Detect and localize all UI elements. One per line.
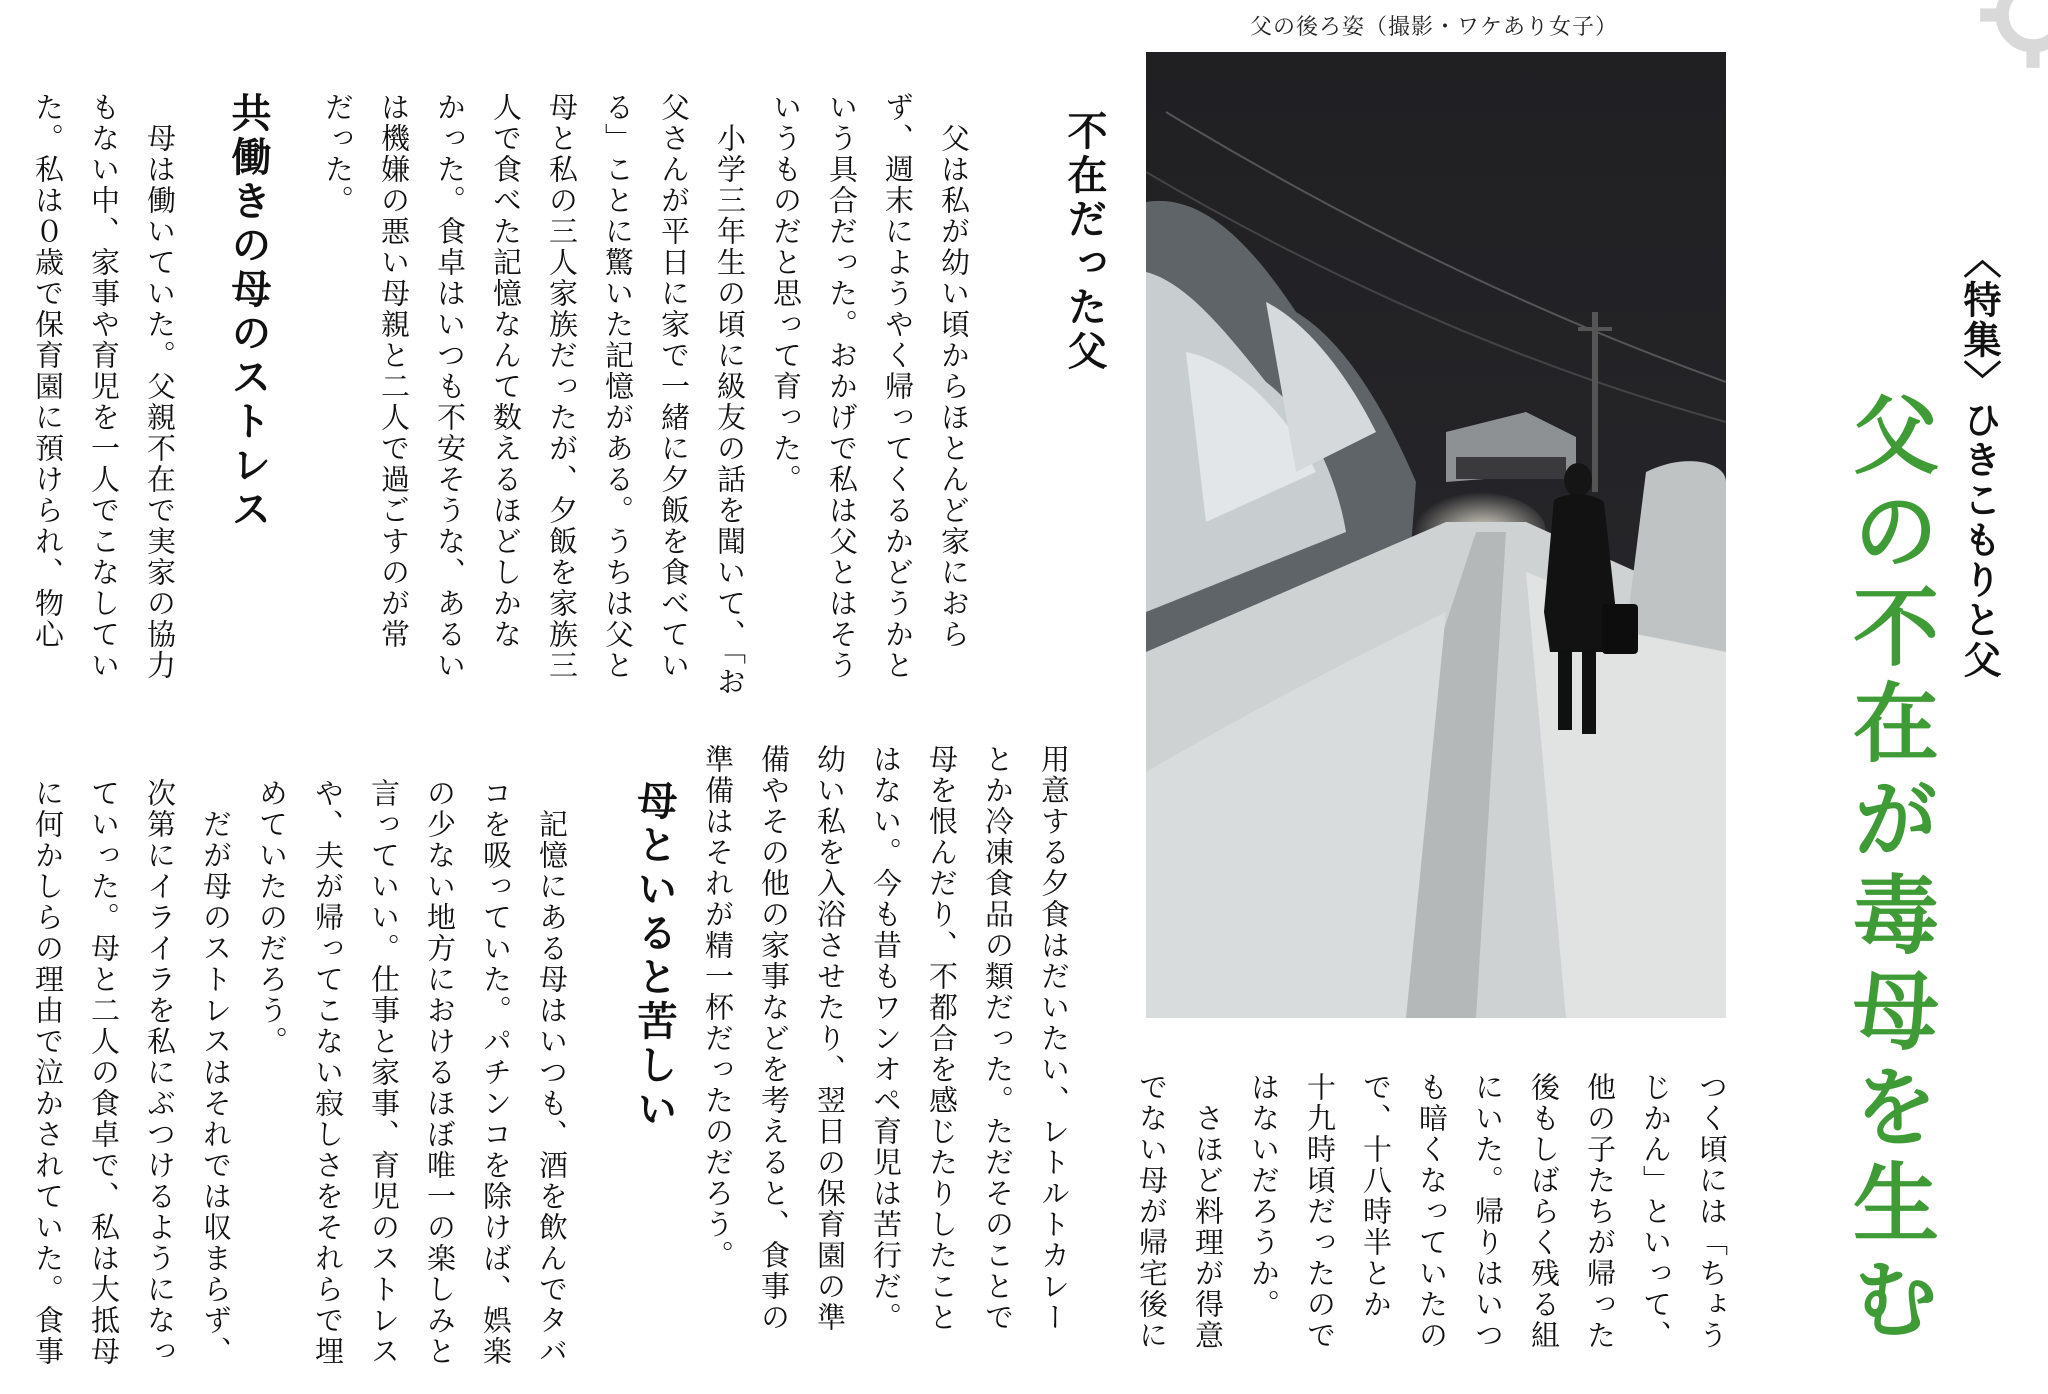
body-text-lower-right: つく頃には「ちょう じかん」といって、 他の子たちが帰った 後もしばらく残る組 にいた。帰りはいつ も暗くなっていたの で、十八時半とか 十九時頃だったので はないだろうか。 さほど料理が得意 でない母が帰宅後に: [1135, 1072, 1729, 1351]
section-heading-with-mother: 母といると苦しい: [631, 780, 677, 1132]
body-text-with-mother: 記憶にある母はいつも、酒を飲んでタバ コを吸っていた。パチンコを除けば、娯楽 の少ない地方におけるほぼ唯一の楽しみと 言っていい。仕事と家事、育児のストレス や、夫が帰ってこない寂しさをそれらで埋 めていたのだろう。 だが母のストレスはそれでは収まらず、 次第にイライラを私にぶつけるようになっ ていった。母と二人の食卓で、私は大抵母 に何かしらの理由で泣かされていた。食事: [31, 778, 569, 1367]
body-text-lower-mid: 用意する夕食はだいたい、レトルトカレー とか冷凍食品の類だった。ただそのことで 母を恨んだり、不都合を感じたりしたこと はない。今も昔もワンオペ育児は苦行だ。 幼い私を入浴させたり、翌日の保育園の準 備やその他の家事などを考えると、食事の 準備はそれが精一杯だったのだろう。: [701, 744, 1071, 1333]
article-photo: [1146, 52, 1726, 1018]
section-heading-absent-father: 不在だった父: [1061, 110, 1107, 374]
feature-kicker: 〈特集〉ひきこもりと父: [1957, 240, 2001, 680]
photo-caption: 父の後ろ姿（撮影・ワケあり女子）: [1250, 15, 1619, 40]
section-heading-working-mother: 共働きの母のストレス: [225, 92, 271, 532]
article-title: 父の不在が毒母を生む: [1838, 390, 1938, 1350]
gear-icon: [1978, 0, 2048, 70]
body-text-working-mother: 母は働いていた。父親不在で実家の協力 もない中、家事や育児を一人でこなしてい た。私は０歳で保育園に預けられ、物心: [31, 92, 177, 681]
body-text-absent-father: 父は私が幼い頃からほとんど家におら ず、週末にようやく帰ってくるかどうかと いう具合だった。おかげで私は父とはそう いうものだと思って育った。 小学三年生の頃に級友の話を聞いて、「お 父さんが平日に家で一緒に夕飯を食べてい る」ことに驚いた記憶がある。うちは父と 母と私の三人家族だったが、夕飯を家族三 人で食べた記憶なんて数えるほどしかな かった。食卓はいつも不安そうな、あるい は機嫌の悪い母親と二人で過ごすのが常 だった。: [321, 92, 971, 698]
snow-night-scene: [1146, 52, 1726, 1018]
